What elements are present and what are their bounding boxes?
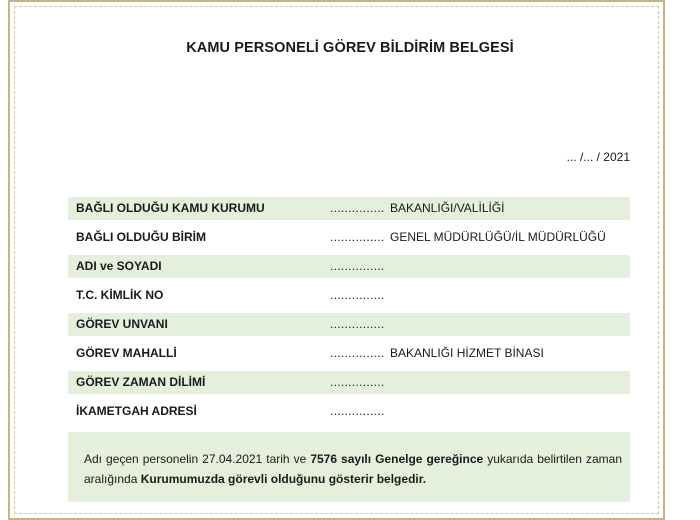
field-label: T.C. KİMLİK NO bbox=[76, 288, 164, 302]
field-row-name bbox=[68, 255, 630, 278]
field-dots: ............... bbox=[330, 230, 385, 244]
field-label: GÖREV ZAMAN DİLİMİ bbox=[76, 375, 206, 389]
statement-bold-text: Kurumumuzda görevli olduğunu gösterir belgedir. bbox=[140, 472, 427, 486]
field-row-title bbox=[68, 313, 630, 336]
field-dots: ............... bbox=[330, 259, 385, 273]
statement-box bbox=[68, 432, 630, 502]
field-label: BAĞLI OLDUĞU KAMU KURUMU bbox=[76, 201, 265, 215]
field-row-institution bbox=[68, 197, 630, 220]
statement-text: Adı geçen personelin 27.04.2021 tarih ve bbox=[84, 452, 311, 466]
statement-text: yukarıda belirtilen zaman aralığında bbox=[84, 452, 622, 486]
statement-bold-text: 7576 sayılı Genelge gereğince bbox=[310, 452, 484, 466]
field-value: BAKANLIĞI/VALİLİĞİ bbox=[390, 201, 505, 215]
field-dots: ............... bbox=[330, 201, 385, 215]
field-row-address bbox=[68, 400, 630, 423]
field-value: GENEL MÜDÜRLÜĞÜ/İL MÜDÜRLÜĞÜ bbox=[390, 230, 606, 244]
field-row-id-number bbox=[68, 284, 630, 307]
field-label: BAĞLI OLDUĞU BİRİM bbox=[76, 230, 206, 244]
field-row-time-slot bbox=[68, 371, 630, 394]
field-label: GÖREV UNVANI bbox=[76, 317, 168, 331]
field-dots: ............... bbox=[330, 404, 385, 418]
field-label: ADI ve SOYADI bbox=[76, 259, 162, 273]
field-dots: ............... bbox=[330, 375, 385, 389]
field-table bbox=[68, 197, 630, 429]
field-label: GÖREV MAHALLİ bbox=[76, 346, 177, 360]
field-dots: ............... bbox=[330, 288, 385, 302]
field-row-unit bbox=[68, 226, 630, 249]
field-row-location bbox=[68, 342, 630, 365]
document-date: ... /... / 2021 bbox=[566, 150, 630, 164]
field-value: BAKANLIĞI HİZMET BİNASI bbox=[390, 346, 544, 360]
field-dots: ............... bbox=[330, 346, 385, 360]
field-dots: ............... bbox=[330, 317, 385, 331]
document-title: KAMU PERSONELİ GÖREV BİLDİRİM BELGESİ bbox=[186, 40, 514, 56]
field-label: İKAMETGAH ADRESİ bbox=[76, 404, 197, 418]
